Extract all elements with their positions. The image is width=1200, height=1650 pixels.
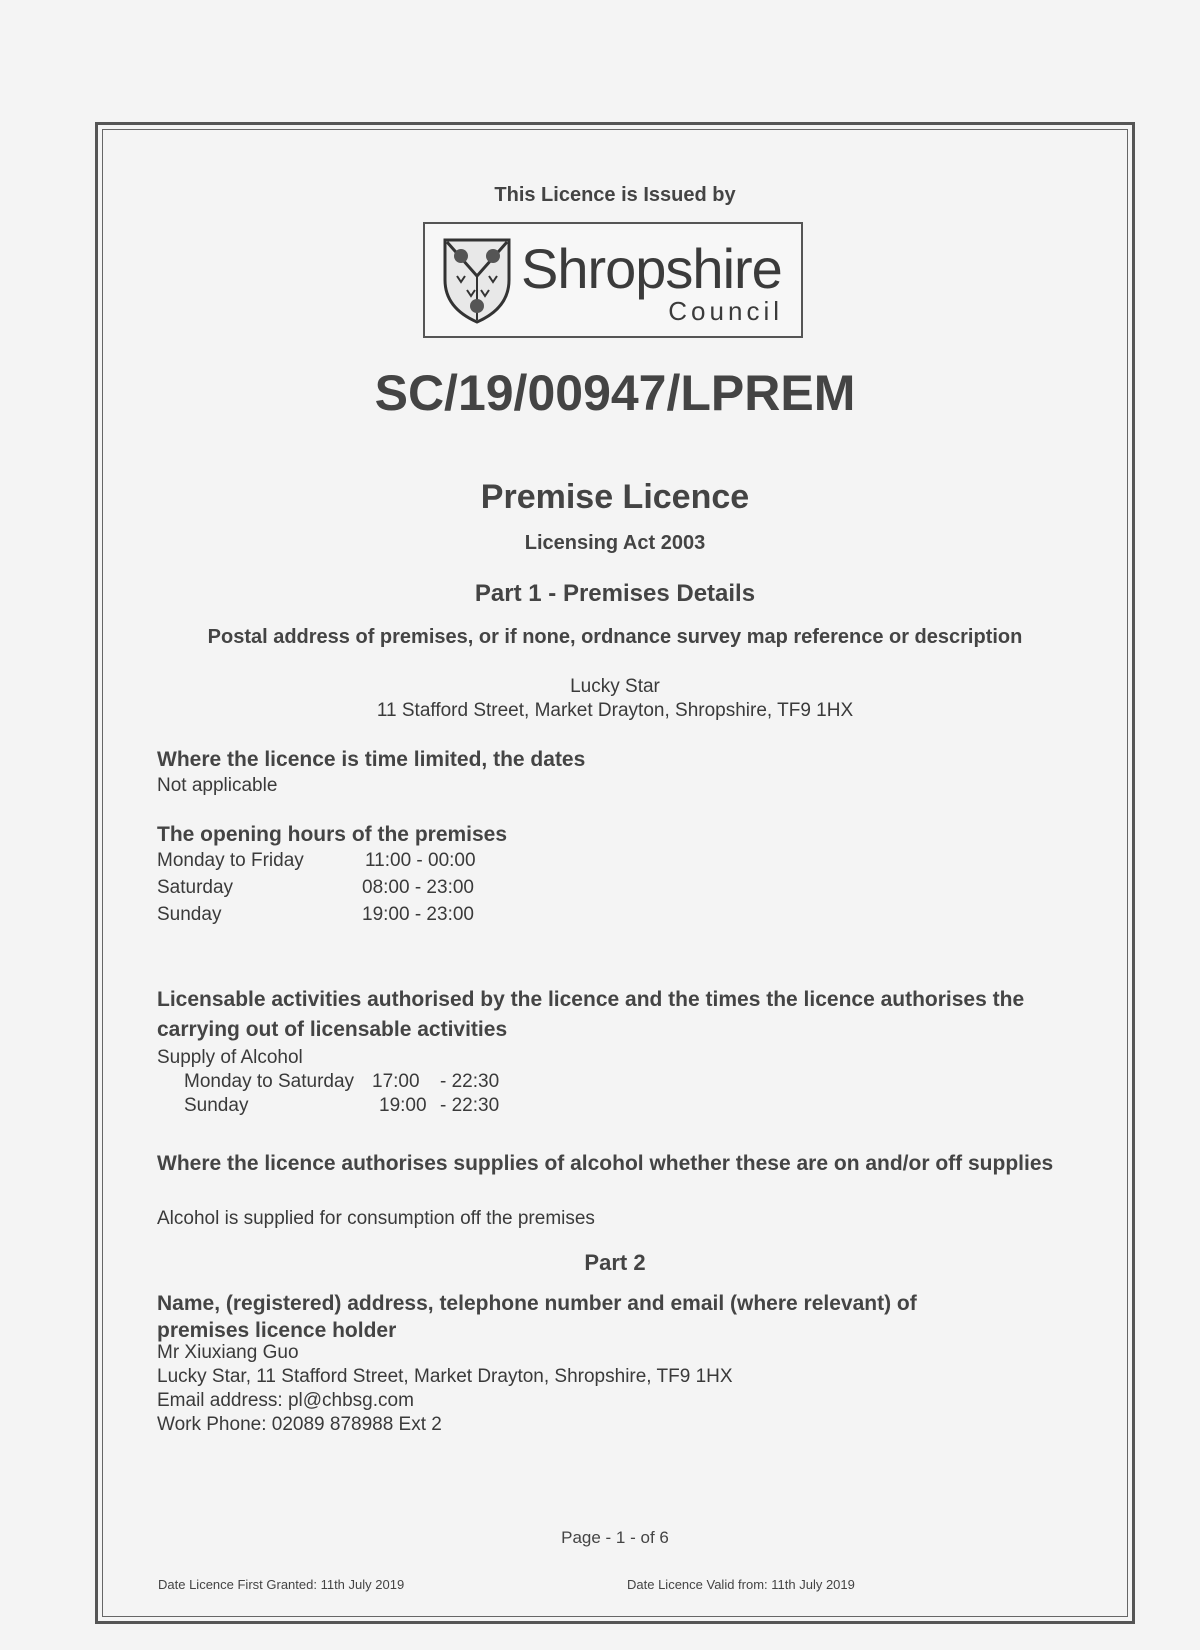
time-limited-heading: Where the licence is time limited, the dates: [157, 748, 586, 771]
licence-reference: SC/19/00947/LPREM: [374, 365, 856, 421]
issued-by-text: This Licence is Issued by: [494, 184, 736, 206]
supplies-heading: Where the licence authorises supplies of alcohol whether these are on and/or off supplies: [157, 1152, 1054, 1175]
opening-hours-heading: The opening hours of the premises: [157, 823, 508, 846]
opening-day: Sunday: [157, 904, 222, 925]
activity-from: 17:00: [372, 1071, 420, 1092]
activity-name: Supply of Alcohol: [157, 1047, 303, 1068]
council-logo: [423, 222, 803, 338]
holder-phone: Work Phone: 02089 878988 Ext 2: [157, 1414, 442, 1435]
supplies-value: Alcohol is supplied for consumption off the premises: [157, 1208, 595, 1229]
premises-name: Lucky Star: [570, 676, 660, 697]
activities-heading: Licensable activities authorised by the licence and the times the licence authorises the carrying out of licensable activities: [157, 988, 1025, 1041]
activity-day: Monday to Saturday: [184, 1071, 355, 1092]
opening-day: Monday to Friday: [157, 850, 304, 871]
time-limited-value: Not applicable: [157, 775, 278, 796]
holder-heading: Name, (registered) address, telephone number and email (where relevant) of premises licence holder: [157, 1292, 917, 1342]
part1-heading: Part 1 - Premises Details: [474, 580, 756, 607]
date-valid-from: Date Licence Valid from: 11th July 2019: [627, 1577, 855, 1592]
licensing-act: Licensing Act 2003: [524, 532, 706, 554]
logo-name: Shropshire: [521, 237, 782, 300]
opening-time: 19:00 - 23:00: [362, 904, 474, 925]
opening-day: Saturday: [157, 877, 234, 898]
logo-subname: Council: [668, 296, 783, 326]
postal-address-heading: Postal address of premises, or if none, ordnance survey map reference or description: [207, 626, 1023, 648]
premises-address: 11 Stafford Street, Market Drayton, Shropshire, TF9 1HX: [376, 700, 854, 721]
page-number: Page - 1 - of 6: [561, 1528, 669, 1547]
date-first-granted: Date Licence First Granted: 11th July 2019: [158, 1577, 405, 1592]
opening-time: 08:00 - 23:00: [362, 877, 474, 898]
shropshire-crest-icon: [441, 236, 513, 324]
holder-name: Mr Xiuxiang Guo: [157, 1342, 299, 1363]
activity-from: 19:00: [379, 1095, 427, 1116]
part2-heading: Part 2: [584, 1250, 646, 1275]
opening-time: 11:00 - 00:00: [365, 850, 476, 871]
document-title: Premise Licence: [480, 478, 750, 516]
holder-email: Email address: pl@chbsg.com: [157, 1390, 414, 1411]
activity-to: - 22:30: [440, 1071, 500, 1092]
holder-address: Lucky Star, 11 Stafford Street, Market Drayton, Shropshire, TF9 1HX: [157, 1366, 733, 1387]
activity-to: - 22:30: [440, 1095, 500, 1116]
activity-day: Sunday: [184, 1095, 249, 1116]
